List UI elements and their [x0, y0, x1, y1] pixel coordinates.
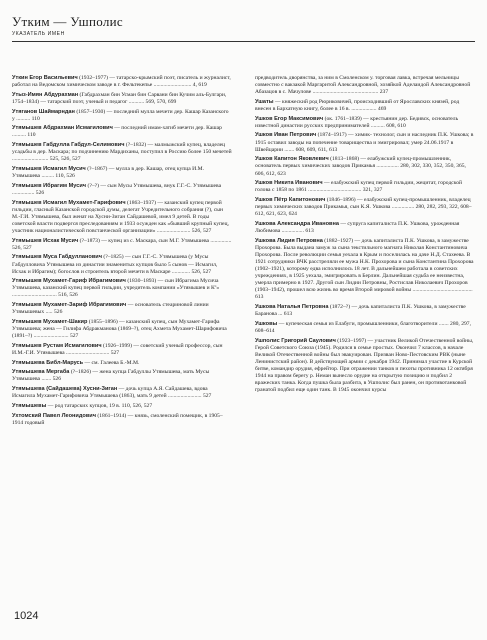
index-entry	[255, 116, 475, 130]
entry-text: в Ушполис был ранен, он противотанковой гранатой	[255, 380, 467, 394]
index-entry	[12, 369, 232, 383]
running-title: Утким — Ушполис	[12, 14, 123, 29]
entry-text: 5 сынов — Исмагил, Исхак и Ибрагим); богослов и	[12, 261, 218, 275]
entry-text: торговая лавка, встречая мельницы совместно	[255, 75, 459, 89]
index-entry	[12, 413, 232, 427]
entry-text: — елабужский купец	[324, 180, 375, 187]
entry-text: (?–1825) —	[103, 254, 131, 261]
entry-text: крестьянин дер. Бедивск, основатель известной	[255, 115, 459, 129]
entry-text: «Утямышев и Кº» ................................ 516, 526	[12, 285, 220, 299]
index-entry	[12, 343, 232, 357]
index-entry	[255, 180, 475, 194]
page-number: 1024	[14, 610, 39, 622]
entry-text: вынесло орудие на открытую позицию и подбил	[332, 373, 448, 380]
entry-text: из с. Маскара, сын М.Г. Утямышева ............... 526, 527	[12, 237, 232, 251]
entry-heading: Ушаты	[255, 98, 274, 105]
entry-text: (1855–1896) — казанский	[88, 318, 151, 325]
entry-text: — княжеский род Рюриковичей,	[274, 98, 353, 105]
entry-heading: Ушковы	[255, 320, 278, 327]
running-subtitle: УКАЗАТЕЛЬ ИМЕН	[12, 31, 65, 37]
entry-text: 282, 293, 322, 608–612, 621, 623, 624	[255, 204, 472, 218]
index-entry	[255, 75, 475, 96]
entry-heading: Ушков Капитон Яковлевич	[255, 156, 329, 163]
entry-text: Аделаидой Александровной Абазацов	[255, 82, 471, 96]
entry-heading: Ухтомский Павел Леонидович	[12, 412, 96, 419]
index-entry	[255, 197, 475, 218]
entry-text: строитель второй мечети в Маскаре ............. 526, 527	[85, 268, 212, 275]
entry-text: крупный купец, участник националистической	[12, 220, 229, 234]
entry-text: Николая Константиновича Прохорова. После революции	[255, 244, 468, 258]
entry-heading: Утямышева Библ-Марусь	[12, 359, 84, 366]
entry-heading: Утямышев Исмагил Мухамет-Гарифович	[12, 199, 126, 206]
entry-text: —	[114, 125, 120, 132]
entry-text: малмыжский купец, владелец усадьбы в дер. Маскара;	[12, 142, 226, 156]
entry-text: сын Г.Г.-С. Утямышева (у Мусы Габдулловича	[12, 254, 209, 268]
entry-text: — дочь купца	[118, 386, 152, 393]
entry-text: бин Сарвани бин Кучим аль-Булгари, 1754–1834) —	[12, 91, 227, 105]
entry-text: заводов Прикамья, сын К.Я. Ушкова ................ 280,	[304, 204, 426, 211]
entry-text: — купеческая семья из Елабуги,	[278, 320, 356, 327]
entry-heading: Утыз-Имян Абдурахман	[12, 91, 79, 98]
entry-text: капиталиста П.К. Ушкова, в замужестве Прохорова.	[255, 237, 469, 251]
entry-text: эвакуирован. Призван Ново-Пестовским РВК (ныне	[341, 351, 466, 358]
entry-text: работал на Ведомском химическом заводе	[12, 82, 113, 89]
entry-text: (1846–1896) — елабужский	[326, 196, 393, 203]
entry-text: сын Ибрагима Мусича Утямышева, казанский купец	[12, 278, 219, 292]
index-entry	[12, 183, 232, 197]
entry-text: мировой войны ........................................... 613	[255, 287, 473, 301]
entry-text: последний имам-хатиб мечети дер. Кашар .......... 110	[12, 125, 222, 139]
entry-heading: Утямышева (Сайдашева) Хусни-Зиган	[12, 386, 118, 393]
entry-text: Великой Отечественной войны, Герой Советского	[255, 337, 474, 351]
entry-text: ее мужа Н.К. Прохорова и сына Константина Прохорова	[339, 258, 474, 265]
entry-text: татарско-крымский поэт, писатель и журналист,	[116, 75, 231, 81]
entry-text: капиталиста П.К. Ушкова, в замужестве Баранова ... 613	[255, 304, 466, 318]
entry-text: Союза (1945). Родился в семье простых. Окончил	[298, 344, 417, 351]
entry-text: Утямышева, внук Г.Г.-С. Утямышева ................ 526	[12, 182, 222, 196]
entry-text: купец, сын Мухамет-Гарифа Утямышева; жена —	[12, 318, 220, 333]
entry-heading: Утямышев Исхак Мусич	[12, 237, 79, 244]
left-column	[12, 75, 232, 429]
entry-heading: Ушкова Лидия Петровна	[255, 237, 323, 244]
entry-text: в г. Фельтекепье ........................... 4, 619	[113, 82, 207, 89]
entry-text: татарский поэт, ученый и педагог ........... 569, 570, 699	[47, 98, 177, 105]
entry-text: первой гильдии, учредитель компании	[83, 285, 176, 292]
entry-text: (1903–1942), прошел всю жизнь во время Второй	[255, 287, 373, 294]
entry-text: Утямышева (1863), мать 9 детей ........................ 527	[89, 393, 212, 400]
entry-heading: Утямышевы	[12, 402, 47, 409]
entry-heading: Уткин Егор Васильевич	[12, 75, 78, 81]
entry-text: (?–1826) — жена купца	[70, 369, 127, 376]
entry-text: происходивший от Ярославских князей, род внесен	[255, 98, 460, 112]
entry-text: (1857–1930) — последний	[76, 108, 140, 115]
entry-text: противника 12 октября 1944 на правом берегу р. Неман	[255, 366, 473, 380]
entry-heading: Утямышев Мухамет-Шакир	[12, 318, 88, 325]
entry-text: (1932–1977) —	[79, 75, 115, 81]
entry-heading: Утямышева Мергаба	[12, 369, 70, 376]
entry-heading: Ушков Иван Петрович	[255, 132, 317, 139]
entry-text: и эмигрировал; умер 24.06.1917 в Швейцарии ....... 608,	[255, 139, 454, 153]
entry-text: В дальнейшем работала в советских учреждениях,	[255, 266, 458, 280]
entry-text: в дер. Кашар, отец купца И.М. Утямышева ......... 110, 526	[12, 166, 204, 180]
entry-heading: Утямышев Исмагил Мусич	[12, 166, 86, 172]
entry-text: предводитель дворянства, за ним в Смоленском у.	[255, 75, 374, 81]
entry-text: основатель стеариновой линии Утямышевых ..... 526	[12, 302, 209, 316]
entry-text: судьба ее неизвестна, умерла примерно в 1927. Другой	[255, 273, 465, 287]
index-entry	[12, 319, 232, 340]
index-entry	[255, 338, 475, 395]
entry-text: Была выдана замуж за сына текстильного магната	[283, 244, 403, 251]
entry-text: семья уехала в Крым и поселилась на даче	[327, 251, 429, 258]
index-entry	[255, 132, 475, 153]
entry-text: (1923–1997) — участник	[337, 337, 397, 344]
entry-text: мулла мечети дер. Кашар Казанского у .......... 110	[12, 108, 229, 122]
entry-text: 1942. Принимал участие в Курской битве, командир	[255, 358, 473, 372]
index-entry	[255, 304, 475, 318]
entry-text: 609, 611, 613	[306, 146, 338, 153]
entry-text: (1902–1921), которому едва исполнилось 18 лет.	[255, 266, 370, 272]
entry-text: повстанческой организации» ........................ 526, 527	[86, 227, 212, 234]
running-header	[12, 14, 475, 42]
entry-heading: Утямышев Габдулла Габдул-Селимович	[12, 142, 125, 149]
entry-text: казанский купец первой гильдии, гласный Казанской	[12, 199, 222, 213]
entry-text: (?–?) — сын Мусы	[87, 182, 132, 189]
entry-text: — супруга капиталиста	[340, 220, 397, 227]
index-entry	[12, 278, 232, 299]
entry-text: купец-промышленник, основатель первых химических	[255, 156, 452, 170]
entry-text: сын М.-Г.И. Утямышева, был женат на Хусни-Зиган	[12, 206, 224, 220]
entry-text: Ленинистский район). В действующей армии с декабря	[255, 358, 388, 365]
entry-text: первой гильдии, жецитат, городской голова	[255, 180, 462, 194]
entry-text: Габдуллы Утямышева, мать Мусы Утямышева ....... 526	[12, 369, 210, 383]
index-entry	[255, 99, 475, 113]
index-entry	[12, 302, 232, 316]
entry-text: (?–1873) — купец	[79, 237, 123, 244]
entry-text: (1874–1917) — химик-	[317, 132, 372, 139]
header-rule	[12, 41, 475, 42]
entry-heading: Утямышев Абдрахман Исмагилович	[12, 125, 113, 132]
entry-text: с 1858 по 1861 ...................................... 321, 327	[271, 187, 383, 194]
index-entry	[255, 238, 475, 302]
index-entry	[12, 403, 232, 410]
index-entry	[12, 166, 232, 180]
entry-text: И.М.-Г.И. Утямышева ............................... 527	[12, 349, 120, 356]
entry-text: более 150 мечетей .......................... 525, 526, 527	[12, 149, 232, 163]
entry-text: (1861–1914) — князь,	[97, 412, 150, 419]
entry-text: Мухамет-Шарифовича (1891–?) ......................... 527	[12, 326, 227, 340]
index-entry	[12, 92, 232, 106]
entry-heading: Ушков Никита Иванович	[255, 180, 323, 187]
entry-text: 350, 365, 606, 612, 623	[255, 163, 466, 177]
entry-heading: Утямышев Мухамет-Зариф Ибрагимович	[12, 302, 127, 309]
entry-text: в Бархатную книгу, более в 16 в. .................. 469	[272, 105, 387, 112]
entry-text: купец-промышленник, владелец первых химических	[255, 196, 471, 211]
entry-text: (1830–1893) —	[127, 278, 164, 285]
entry-text: (ок. 1761–1839) —	[324, 115, 369, 122]
entry-text: (?–1832) —	[125, 142, 154, 149]
entry-text: советский ученый профессор, сын	[140, 342, 223, 349]
entry-text: — род татарских купцов, 19 в. 110, 526, 527	[47, 402, 153, 409]
entry-text: в с. Мачулове ............................................... 237	[278, 89, 389, 96]
right-column	[255, 75, 475, 397]
entry-text: Утямышева из династии знаменитых купцов было	[46, 261, 167, 268]
entry-text: 7 классов, в начале Великой Отечественной войны был	[255, 344, 464, 358]
index-entry	[12, 109, 232, 123]
entry-text: Сайдашевой, имел 9 детей. В годы советской власти	[12, 213, 210, 227]
entry-text: (?–1867) — мулла	[87, 166, 130, 172]
entry-text: (1926–1999) —	[103, 342, 139, 349]
entry-heading: Ушков Егор Максимович	[255, 115, 324, 122]
entry-heading: Ушполис Григорий Саулович	[255, 337, 336, 344]
entry-text: династии русских предпринимателей .......... 608, 610	[280, 122, 406, 129]
entry-heading: Утямышев Рустам Исмагилович	[12, 342, 102, 349]
entry-text: П.К. Ушкова, урожденная Любимова ................ 613	[255, 220, 460, 234]
entry-text: смоленский помещик, в 1905–1914 годовый	[12, 412, 223, 426]
entry-heading: Ушков Пётр Капитонович	[255, 196, 326, 203]
entry-text: (1863–1937) —	[127, 199, 163, 206]
entry-text: по подчинению Мардиханы, поступил в Россию	[71, 149, 187, 156]
entry-text: в 1925 уехала, эмигрировать в Берлин. Дальнейшая	[289, 273, 412, 280]
index-entry	[12, 75, 232, 89]
index-entry	[12, 254, 232, 275]
entry-text: А.Я. Сайдашева, вдова Исмагила Мухамет-Гарифовича	[12, 386, 208, 400]
entry-heading: Утямышев Мухамет-Гариф Ибрагимович	[12, 278, 126, 285]
entry-text: подбил еще один танк. В 1945 окончил курсы	[277, 387, 387, 394]
entry-text: 2 вражеских танка. Когда пушка была разбита,	[255, 373, 452, 387]
entry-text: технолог, сын и наследник П.К. Ушкова; в 1915	[255, 132, 474, 146]
index-entry	[12, 200, 232, 235]
entry-text: (1882–1927) — дочь	[324, 237, 373, 244]
entry-text: сын Лидии Петровны, Ростислав Николаевич Прохоров	[334, 280, 468, 287]
entry-heading: Утямышев Ибрагим Мусич	[12, 182, 87, 189]
entry-text: Н.Д. Стахеева. В 1921 сотрудники ВЧК расстреляли	[255, 251, 471, 265]
entry-text: (1872–?) — дочь	[329, 304, 370, 311]
entry-text: — см. Галеева Б.-М.М.	[84, 359, 140, 366]
entry-text: оставил заводы на попечение товарищества	[267, 139, 372, 146]
entry-text: городской думы, делегат Учредительного собрания (?),	[81, 206, 213, 213]
index-entry	[255, 321, 475, 335]
index-entry	[12, 386, 232, 400]
entry-text: (1813–1868) — елабужский	[330, 156, 396, 163]
entry-text: Гилифа Абдракманова (1869–?), отец Ахмета	[63, 326, 171, 333]
entry-text: промышленники, благотворители ....... 280, 297, 608–614	[255, 320, 472, 334]
index-entry	[255, 156, 475, 177]
entry-heading: Ушкова Наталья Петровна	[255, 304, 329, 311]
index-entry	[12, 360, 232, 367]
index-entry	[255, 221, 475, 235]
entry-text: подвергся преследованиям и 1933 осужден как «бывший	[54, 220, 190, 227]
entry-text: орудия, ефрейтор. При отражении танков и пехоты	[295, 366, 417, 372]
entry-text: с вакзакой Маргаритой Александровной, хозяйкой	[281, 82, 402, 89]
entry-heading: Утяганов Шаймарндан	[12, 108, 75, 115]
entry-text: —	[127, 302, 134, 309]
index-entry	[12, 125, 232, 139]
index-entry	[12, 238, 232, 252]
entry-text: заводов Прикамья ................ 280, 302, 330, 352,	[331, 163, 444, 170]
entry-text: (Габдрахман бин Усман	[79, 91, 136, 98]
entry-heading: Утямышев Муса Габдулланович	[12, 254, 102, 261]
entry-heading: Ушкова Александра Ивановна	[255, 220, 339, 227]
index-entry	[12, 142, 232, 163]
